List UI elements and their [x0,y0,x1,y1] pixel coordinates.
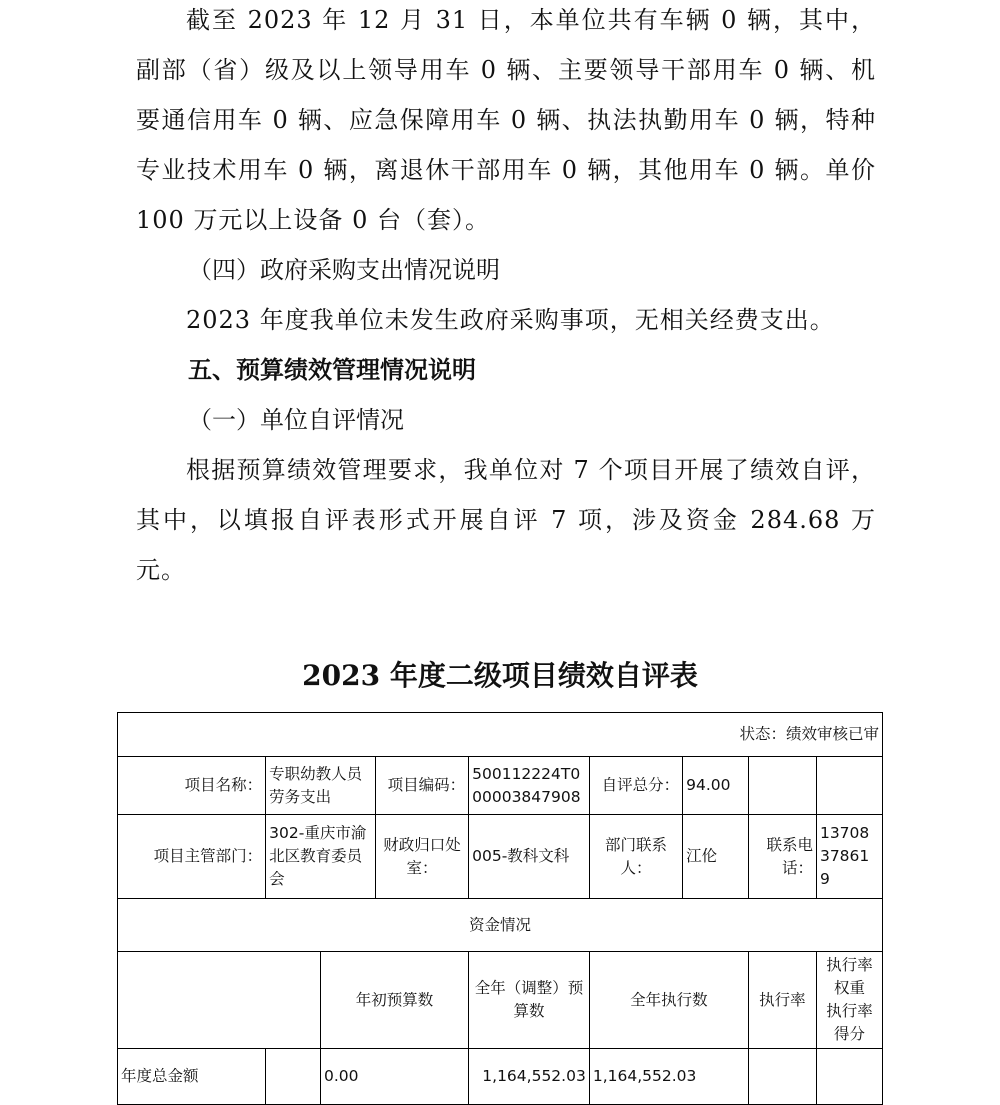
col-exec-weight: 执行率权重 [826,956,873,997]
dept-value: 302-重庆市渝北区教育委员会 [266,815,376,899]
contact-value: 江伦 [683,815,749,899]
contact-label: 部门联系人： [589,815,682,899]
project-code-value: 500112224T000003847908 [469,757,590,815]
para-vehicles: 截至 2023 年 12 月 31 日，本单位共有车辆 0 辆，其中，副部（省）级及以上领导用车 0 辆、主要领导干部用车 0 辆、机要通信用车 0 辆、应急保障用车 0 辆、执法执勤用车 0 辆，特种专业技术用车 0 辆，离退休干部用车 0 辆，其他用车 0 辆。单价 100 万元以上设备 0 台（套）。 [136,6,876,234]
row-total-initial: 0.00 [321,1049,469,1105]
para-self-eval: 根据预算绩效管理要求，我单位对 7 个项目开展了绩效自评，其中，以填报自评表形式开展自评 7 项，涉及资金 284.68 万元。 [136,456,876,584]
col-exec-rate: 执行率 [748,952,816,1049]
project-name-label: 项目名称： [118,757,266,815]
heading-performance: 五、预算绩效管理情况说明 [188,356,476,384]
heading-procurement: （四）政府采购支出情况说明 [188,256,500,284]
funds-header-row [118,952,883,1049]
heading-self-eval: （一）单位自评情况 [188,406,404,434]
col-executed: 全年执行数 [589,952,748,1049]
funds-section-title: 资金情况 [118,899,883,952]
finance-label: 财政归口处室： [375,815,468,899]
project-name-value: 专职幼教人员劳务支出 [266,757,376,815]
para-procurement: 2023 年度我单位未发生政府采购事项，无相关经费支出。 [186,306,835,334]
finance-value: 005-教科文科 [469,815,590,899]
dept-row [118,815,883,899]
row-total-executed: 1,164,552.03 [589,1049,748,1105]
row-total-adjusted: 1,164,552.03 [469,1049,590,1105]
dept-label: 项目主管部门： [118,815,266,899]
col-initial-budget: 年初预算数 [321,952,469,1049]
funds-section-row [118,899,883,952]
project-name-row [118,757,883,815]
self-score-value: 94.00 [683,757,749,815]
phone-value: 13708378619 [816,815,882,899]
empty-cell [816,1049,882,1105]
empty-cell [748,757,816,815]
empty-cell [118,952,321,1049]
empty-cell [816,757,882,815]
row-total-label: 年度总金额 [118,1049,266,1105]
col-exec-score: 执行率得分 [826,1002,873,1043]
self-score-label: 自评总分： [589,757,682,815]
total-row [118,1049,883,1105]
empty-cell [266,1049,321,1105]
form-title: 2023 年度二级项目绩效自评表 [302,659,698,692]
evaluation-table [117,712,883,1105]
status-row [118,713,883,757]
col-adjusted-budget: 全年（调整）预算数 [469,952,590,1049]
col-exec-weight-score [816,952,882,1049]
empty-cell [748,1049,816,1105]
project-code-label: 项目编码： [375,757,468,815]
status-text: 状态：绩效审核已审 [118,713,883,757]
phone-label: 联系电话： [748,815,816,899]
